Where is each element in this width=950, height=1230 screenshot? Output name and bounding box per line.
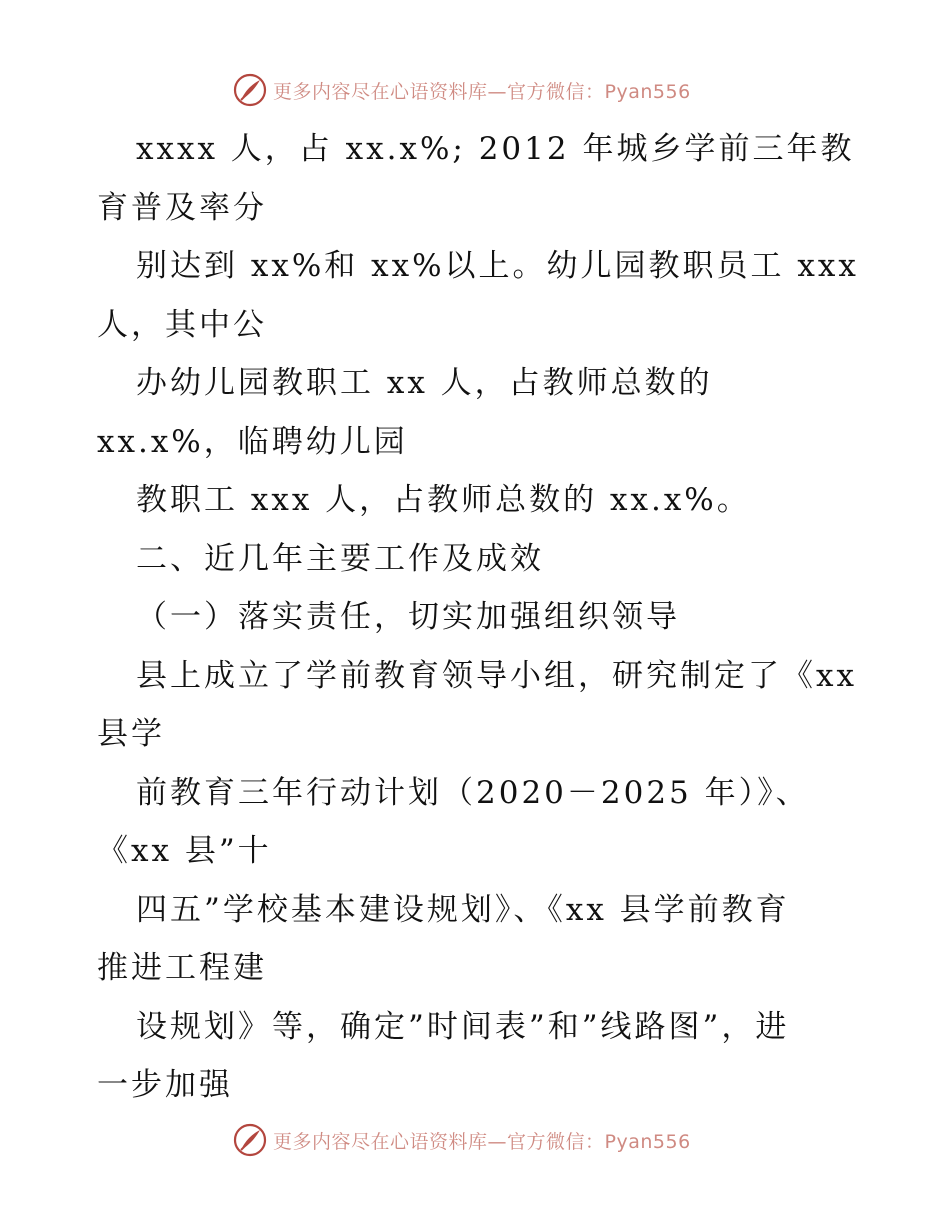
feather-pen-logo-icon [233,73,267,107]
paragraph-line: 县上成立了学前教育领导小组，研究制定了《xx [136,657,857,694]
feather-pen-logo-icon [233,1123,267,1157]
paragraph-line: 县学 [97,716,165,752]
watermark-text: 更多内容尽在心语资料库—官方微信：Pyan556 [273,1130,691,1153]
paragraph-line: 人，其中公 [97,306,267,343]
paragraph-line: 四五”学校基本建设规划》、《xx 县学前教育 [136,891,790,928]
paragraph-line: 教职工 xxx 人，占教师总数的 xx.x%。 [136,482,751,518]
header-watermark [233,72,691,108]
paragraph-line: xxxx 人，占 xx.x%; 2012 年城乡学前三年教 [136,131,855,167]
footer-watermark [233,1122,691,1158]
paragraph-line: 一步加强 [97,1067,233,1103]
watermark-text: 更多内容尽在心语资料库—官方微信：Pyan556 [273,80,691,103]
paragraph-line: 推进工程建 [97,950,267,986]
body-text [0,120,950,1115]
paragraph-line: 办幼儿园教职工 xx 人，占教师总数的 [136,365,713,401]
subsection-heading: （一）落实责任，切实加强组织领导 [136,599,680,635]
paragraph-line: 育普及率分 [97,189,267,226]
paragraph-line: xx.x%，临聘幼儿园 [97,423,408,460]
paragraph-line: 前教育三年行动计划（2020－2025 年）》、 [136,774,810,811]
section-heading: 二、近几年主要工作及成效 [136,540,544,577]
paragraph-line: 《xx 县”十 [97,833,272,869]
paragraph-line: 别达到 xx%和 xx%以上。幼儿园教职员工 xxx [136,248,859,284]
paragraph-line: 设规划》等，确定”时间表”和”线路图”，进 [136,1008,790,1045]
